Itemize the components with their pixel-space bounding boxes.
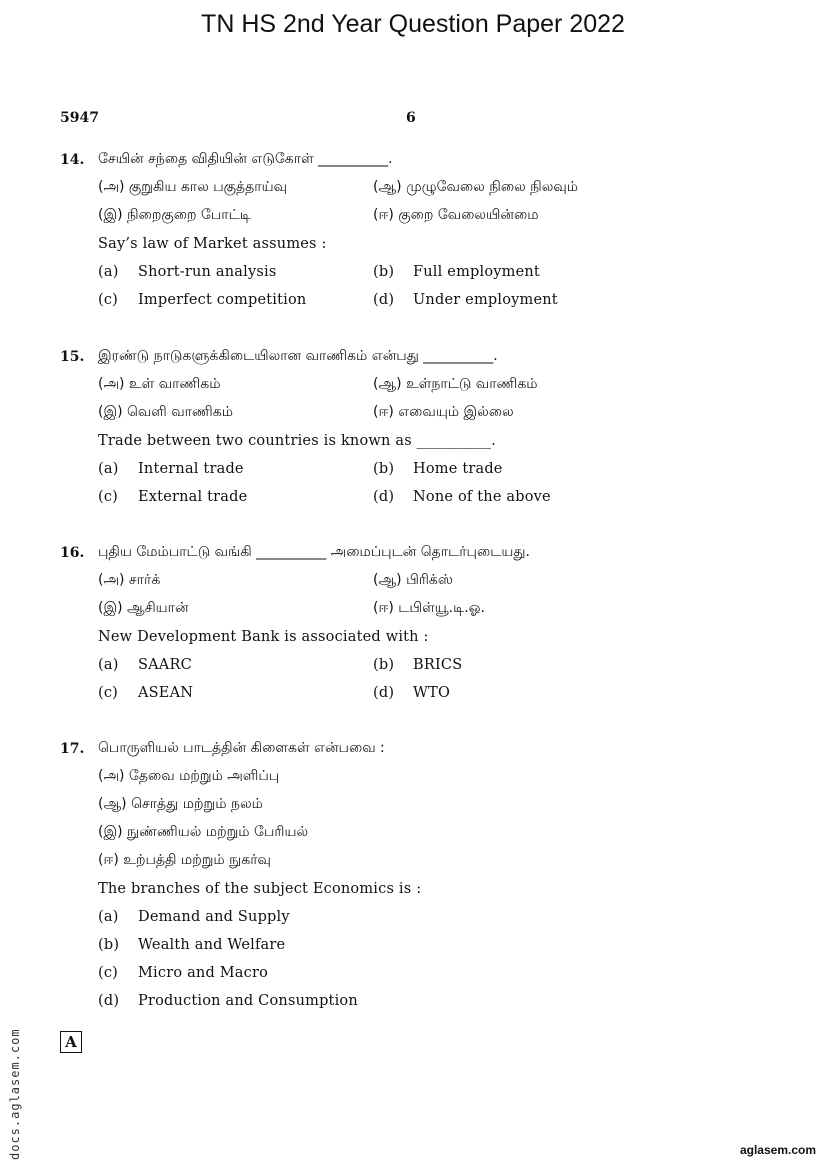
option-label: (b) <box>373 264 395 280</box>
tamil-option-a: (அ) குறுகிய கால பகுத்தாய்வு <box>98 179 287 195</box>
english-option-a <box>98 657 192 673</box>
tamil-option-a: (அ) தேவை மற்றும் அளிப்பு <box>98 768 280 784</box>
option-text: ASEAN <box>138 685 194 701</box>
english-option-d <box>373 489 551 505</box>
question-number: 17. <box>60 741 85 757</box>
question-number: 15. <box>60 349 85 365</box>
option-label: (d) <box>373 489 395 505</box>
option-label: (a) <box>98 461 119 477</box>
tamil-option-d: (ஈ) டபிள்யூ.டி.ஓ. <box>373 600 485 616</box>
option-text: Wealth and Welfare <box>138 937 286 953</box>
english-option-b <box>98 937 286 953</box>
question-number: 14. <box>60 152 85 168</box>
option-text: None of the above <box>413 489 551 505</box>
english-option-a <box>98 264 277 280</box>
option-text: WTO <box>413 685 451 701</box>
option-label: (b) <box>98 937 120 953</box>
question-number: 16. <box>60 545 85 561</box>
option-text: Micro and Macro <box>138 965 269 981</box>
page-title: TN HS 2nd Year Question Paper 2022 <box>201 10 625 38</box>
option-label: (c) <box>98 685 119 701</box>
option-label: (c) <box>98 489 119 505</box>
option-label: (d) <box>373 292 395 308</box>
english-option-d <box>98 993 358 1009</box>
tamil-option-c: (இ) வெளி வாணிகம் <box>98 404 233 420</box>
english-option-d <box>373 685 451 701</box>
tamil-option-b: (ஆ) உள்நாட்டு வாணிகம் <box>373 376 538 392</box>
option-label: (b) <box>373 657 395 673</box>
paper-code: 5947 <box>60 110 99 126</box>
english-option-c <box>98 965 269 981</box>
tamil-option-a: (அ) உள் வாணிகம் <box>98 376 221 392</box>
tamil-stem: சேயின் சந்தை விதியின் எடுகோள் __________. <box>98 151 393 167</box>
tamil-option-a: (அ) சார்க் <box>98 572 161 588</box>
english-option-b <box>373 657 463 673</box>
option-text: Internal trade <box>138 461 244 477</box>
side-watermark: docs.aglasem.com <box>8 1028 22 1160</box>
option-text: Imperfect competition <box>138 292 307 308</box>
option-text: BRICS <box>413 657 463 673</box>
english-stem: Say’s law of Market assumes : <box>98 236 327 252</box>
option-text: External trade <box>138 489 248 505</box>
english-option-b <box>373 461 503 477</box>
option-label: (a) <box>98 909 119 925</box>
tamil-option-c: (இ) நிறைகுறை போட்டி <box>98 207 251 223</box>
option-label: (d) <box>373 685 395 701</box>
option-text: SAARC <box>138 657 192 673</box>
option-text: Production and Consumption <box>138 993 358 1009</box>
tamil-option-c: (இ) நுண்ணியல் மற்றும் பேரியல் <box>98 824 309 840</box>
english-option-c <box>98 489 248 505</box>
option-text: Under employment <box>413 292 558 308</box>
english-option-d <box>373 292 558 308</box>
english-option-c <box>98 292 307 308</box>
tamil-option-c: (இ) ஆசியான் <box>98 600 189 616</box>
booklet-marker: A <box>60 1031 82 1053</box>
english-option-c <box>98 685 194 701</box>
english-option-b <box>373 264 540 280</box>
option-label: (a) <box>98 264 119 280</box>
english-option-a <box>98 909 290 925</box>
footer-site-label: aglasem.com <box>739 1143 816 1157</box>
english-option-a <box>98 461 244 477</box>
option-label: (c) <box>98 292 119 308</box>
page-number: 6 <box>406 110 416 126</box>
tamil-option-b: (ஆ) முழுவேலை நிலை நிலவும் <box>373 179 579 195</box>
english-stem: Trade between two countries is known as __________. <box>98 433 496 449</box>
tamil-option-b: (ஆ) பிரிக்ஸ் <box>373 572 453 588</box>
tamil-stem: பொருளியல் பாடத்தின் கிளைகள் என்பவை : <box>98 740 385 756</box>
english-stem: The branches of the subject Economics is : <box>98 881 422 897</box>
tamil-option-d: (ஈ) உற்பத்தி மற்றும் நுகர்வு <box>98 852 271 868</box>
option-text: Demand and Supply <box>138 909 290 925</box>
option-label: (d) <box>98 993 120 1009</box>
option-label: (b) <box>373 461 395 477</box>
tamil-option-d: (ஈ) குறை வேலையின்மை <box>373 207 539 223</box>
option-label: (a) <box>98 657 119 673</box>
option-text: Home trade <box>413 461 503 477</box>
tamil-stem: புதிய மேம்பாட்டு வங்கி __________ அமைப்புடன் தொடர்புடையது. <box>98 544 530 560</box>
tamil-option-d: (ஈ) எவையும் இல்லை <box>373 404 514 420</box>
tamil-stem: இரண்டு நாடுகளுக்கிடையிலான வாணிகம் என்பது __________. <box>98 348 498 364</box>
option-text: Full employment <box>413 264 540 280</box>
english-stem: New Development Bank is associated with : <box>98 629 429 645</box>
tamil-option-b: (ஆ) சொத்து மற்றும் நலம் <box>98 796 263 812</box>
option-label: (c) <box>98 965 119 981</box>
option-text: Short-run analysis <box>138 264 277 280</box>
